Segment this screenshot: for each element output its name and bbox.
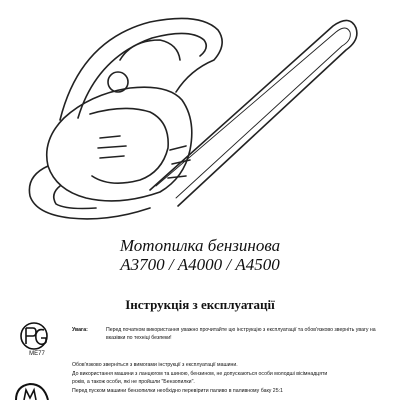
note-line: Перед пуском машини бензопилки необхідно перевірити паливо в паливному баку 25:1 [72, 387, 283, 394]
warning-block [72, 326, 388, 342]
notes-block [72, 361, 388, 395]
brand-logo-icon [14, 382, 58, 400]
note-line: До використання машини з ланцюгом та шиною, бензином, не допускаються особи молодші вісімнадцяти [72, 370, 328, 377]
title-block [0, 236, 400, 274]
certification-code: МЕ77 [29, 351, 45, 357]
warning-text: Перед початком використання уважно прочитайте цю інструкцію з експлуатації та обов'язково зверніть увагу на вказівки по техніці безпеки! [106, 327, 376, 341]
product-name: Мотопилка бензинова [119, 236, 281, 255]
rear-handle [29, 166, 150, 219]
model-numbers: А3700 / А4000 / А4500 [120, 255, 280, 274]
note-line: років, а також особи, які не пройшли "Бензопилки". [72, 379, 195, 386]
warning-label: Увага: [72, 327, 88, 333]
top-handle [60, 18, 222, 120]
guide-bar [150, 20, 357, 206]
chain-line [156, 28, 350, 198]
manual-title: Інструкція з експлуатації [125, 297, 275, 312]
note-line: Обов'язково зверніться з вимогами інструкції з експлуатації машини. [72, 362, 238, 368]
